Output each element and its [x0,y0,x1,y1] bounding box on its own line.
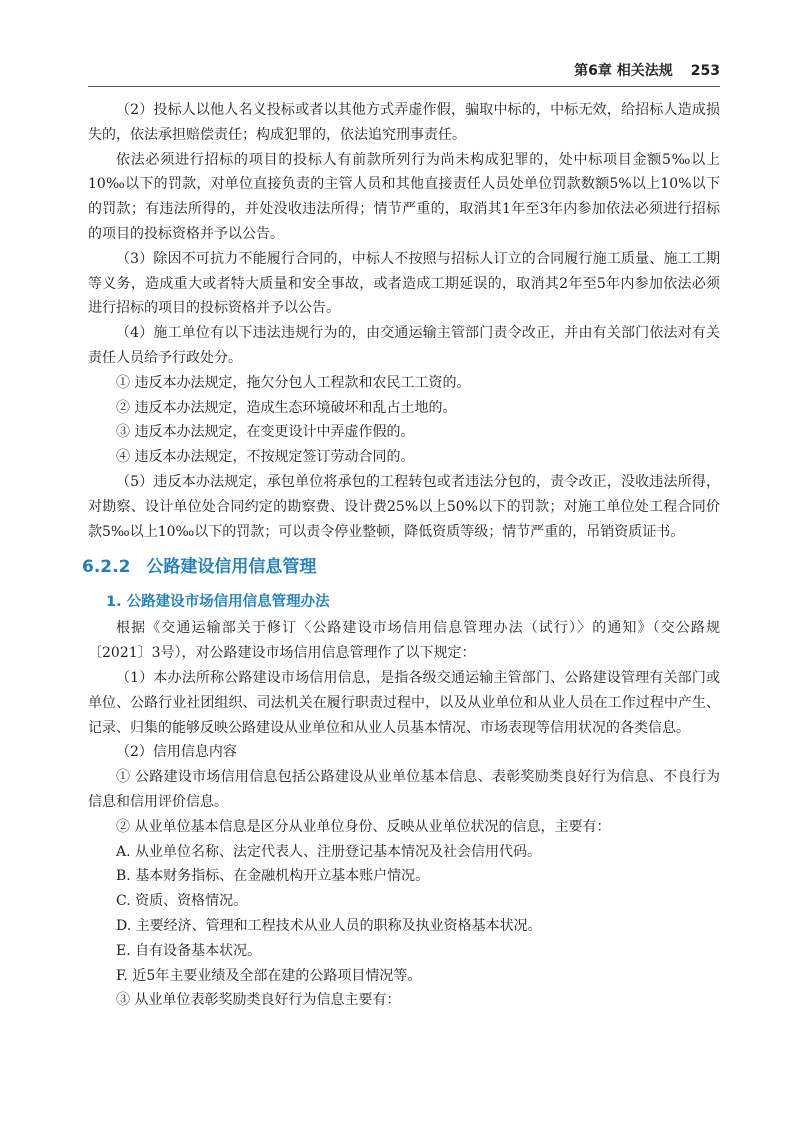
paragraph: （3）除因不可抗力不能履行合同的，中标人不按照与招标人订立的合同履行施工质量、施工工期等义务，造成重大或者特大质量和安全事故，或者造成工期延误的，取消其2年至5年内参加依法必须进行招标的项目的投标资格并予以公告。 [88,250,720,317]
list-item: ② 违反本办法规定，造成生态环境破坏和乱占土地的。 [116,399,457,416]
page-body [82,98,720,1013]
page-header [88,60,720,86]
paragraph: 依法必须进行招标的项目的投标人有前款所列行为尚未构成犯罪的，处中标项目金额5‰以上10‰以下的罚款，对单位直接负责的主管人员和其他直接责任人员处单位罚款数额5%以上10%以下的罚款；有违法所得的，并处没收违法所得；情节严重的，取消其1年至3年内参加依法必须进行招标的项目的投标资格并予以公告。 [88,151,720,242]
page-number: 253 [690,63,720,79]
paragraph: （2）投标人以他人名义投标或者以其他方式弄虚作假，骗取中标的，中标无效，给招标人造成损失的，依法承担赔偿责任；构成犯罪的，依法追究刑事责任。 [88,102,720,143]
paragraph: （2）信用信息内容 [116,744,237,761]
header-rule [88,86,720,87]
paragraph: （4）施工单位有以下违法违规行为的，由交通运输主管部门责令改正，并由有关部门依法对有关责任人员给予行政处分。 [88,325,720,366]
section-number: 6.2.2 [82,557,131,578]
paragraph: （1）本办法所称公路建设市场信用信息，是指各级交通运输主管部门、公路建设管理有关部门或单位、公路行业社团组织、司法机关在履行职责过程中，以及从业单位和从业人员在工作过程中产生、记录、归集的能够反映公路建设从业单位和从业人员基本情况、市场表现等信用状况的各类信息。 [88,669,720,736]
paragraph: ③ 从业单位表彰奖励类良好行为信息主要有： [116,992,401,1009]
section-title: 公路建设信用信息管理 [146,557,317,578]
running-header [574,60,720,80]
list-item: D. 主要经济、管理和工程技术从业人员的职称及执业资格基本状况。 [116,917,542,934]
subsection-heading: 1. 公路建设市场信用信息管理办法 [106,594,330,611]
chapter-title: 第6章 相关法规 [574,63,673,79]
section-heading [82,554,720,580]
paragraph: ② 从业单位基本信息是区分从业单位身份、反映从业单位状况的信息，主要有： [116,818,611,835]
list-item: ① 违反本办法规定，拖欠分包人工程款和农民工工资的。 [116,374,471,391]
list-item: A. 从业单位名称、法定代表人、注册登记基本情况及社会信用代码。 [116,843,542,860]
paragraph: 根据《交通运输部关于修订〈公路建设市场信用信息管理办法（试行）〉的通知》（交公路规〔2021〕3号），对公路建设市场信用信息管理作了以下规定： [88,620,720,662]
paragraph: （5）违反本办法规定，承包单位将承包的工程转包或者违法分包的，责令改正，没收违法所得，对勘察、设计单位处合同约定的勘察费、设计费25%以上50%以下的罚款；对施工单位处工程合同价款5‰以上10‰以下的罚款；可以责令停业整顿，降低资质等级；情节严重的，吊销资质证书。 [88,473,720,540]
list-item: B. 基本财务指标、在金融机构开立基本账户情况。 [116,868,430,885]
paragraph: ① 公路建设市场信用信息包括公路建设从业单位基本信息、表彰奖励类良好行为信息、不良行为信息和信用评价信息。 [88,769,720,810]
list-item: ④ 违反本办法规定，不按规定签订劳动合同的。 [116,449,415,466]
list-item: F. 近5年主要业绩及全部在建的公路项目情况等。 [116,967,422,984]
list-item: E. 自有设备基本状况。 [116,942,262,959]
list-item: ③ 违反本办法规定，在变更设计中弄虚作假的。 [116,424,415,441]
list-item: C. 资质、资格情况。 [116,893,248,910]
